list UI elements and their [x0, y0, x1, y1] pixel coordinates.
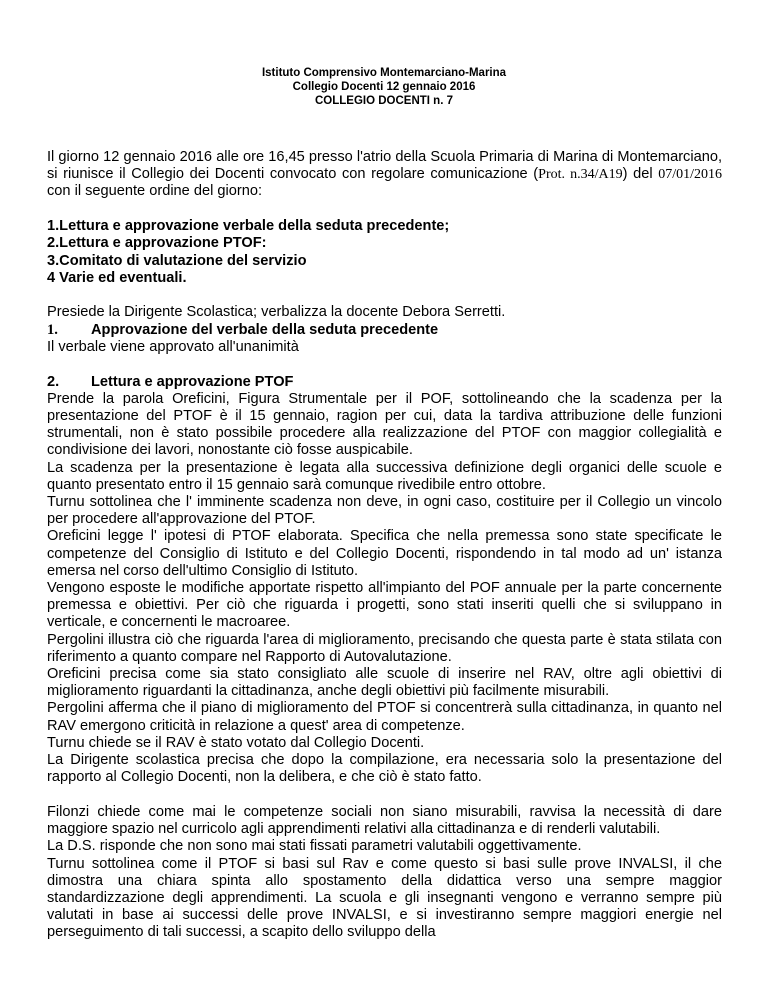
document-body: [47, 149, 722, 942]
section-1-title: Approvazione del verbale della seduta precedente: [91, 321, 439, 338]
section-1-text: Il verbale viene approvato all'unanimità: [47, 338, 299, 355]
section-2-title: Lettura e approvazione PTOF: [91, 373, 294, 390]
agenda-item: 1.Lettura e approvazione verbale della seduta precedente;: [47, 218, 450, 235]
section-2-paragraph: Turnu sottolinea come il PTOF si basi sul Rav e come questo si basi sulle prove INVALSI, il che dimostra una chiara spinta allo spostamento della didattica verso una sempre maggior standardizzazione degli apprendimenti. La scuola e gli insegnanti vengono e verranno sempre più valutati in base ai successi delle prove INVALSI, e si investiranno sempre maggiori energie nel perseguimento di tali successi, a scapito dello sviluppo della: [47, 855, 722, 941]
meeting-date: Collegio Docenti 12 gennaio 2016: [292, 81, 476, 93]
section-2-paragraph: La Dirigente scolastica precisa che dopo la compilazione, era necessaria solo la presentazione del rapporto al Collegio Docenti, non la delibera, e che ciò è stato fatto.: [47, 752, 722, 786]
school-name: Istituto Comprensivo Montemarciano-Marina: [261, 67, 507, 79]
section-2-paragraph: Pergolini afferma che il piano di miglioramento del PTOF si concentrerà sulla cittadinanza, in quanto nel RAV emergono criticità in relazione a quest' area di competenze.: [47, 700, 722, 734]
intro-paragraph: Il giorno 12 gennaio 2016 alle ore 16,45 presso l'atrio della Scuola Primaria di Marina di Montemarciano, si riunisce il Collegio dei Docenti convocato con regolare comunicazione (Prot. n.34/A19) del 07/01/2016 con il seguente ordine del giorno:: [47, 149, 722, 200]
protocol-number: Prot. n.34/A19: [538, 167, 623, 183]
section-2-paragraph: La D.S. risponde che non sono mai stati fissati parametri valutabili oggettivamente.: [47, 838, 582, 855]
section-2-paragraph: Turnu chiede se il RAV è stato votato dal Collegio Docenti.: [47, 734, 425, 751]
meeting-number: COLLEGIO DOCENTI n. 7: [314, 95, 453, 107]
section-1-number: 1.: [47, 321, 58, 338]
section-2-heading: [47, 374, 722, 391]
section-2-paragraph: Pergolini illustra ciò che riguarda l'area di miglioramento, precisando che questa parte è stata stilata con riferimento a quanto compare nel Rapporto di Autovalutazione.: [47, 631, 722, 665]
section-2-number: 2.: [47, 373, 60, 390]
section-2-paragraph: Oreficini precisa come sia stato consigliato alle scuole di inserire nel RAV, oltre agli obiettivi di miglioramento riguardanti la cittadinanza, anche degli obiettivi più facilmente misurabili.: [47, 665, 722, 700]
presides-line: Presiede la Dirigente Scolastica; verbalizza la docente Debora Serretti.: [47, 304, 506, 321]
section-2-paragraph: Turnu sottolinea che l' imminente scadenza non deve, in ogni caso, costituire per il Collegio un vincolo per procedere all'approvazione del PTOF.: [47, 493, 722, 528]
agenda-list: [47, 218, 722, 287]
agenda-item: 2.Lettura e approvazione PTOF:: [47, 235, 267, 252]
agenda-item: 4 Varie ed eventuali.: [47, 269, 187, 286]
document-header: [0, 66, 768, 108]
section-2-paragraph: Filonzi chiede come mai le competenze sociali non siano misurabili, ravvisa la necessità di dare maggiore spazio nel curricolo agli apprendimenti relativi alla cittadinanza e di renderli valutabili.: [47, 803, 722, 838]
section-2-paragraph: La scadenza per la presentazione è legata alla successiva definizione degli organici delle scuole e quanto presentato entro il 15 gennaio sarà comunque rivedibile entro ottobre.: [47, 459, 722, 493]
section-1-heading: [47, 322, 722, 339]
section-2-paragraph: Vengono esposte le modifiche apportate rispetto all'impianto del POF annuale per la parte concernente premessa e obiettivi. Per ciò che riguarda i progetti, sono stati inseriti quelli che si sviluppano in verticale, e concernenti le macroaree.: [47, 579, 722, 631]
section-2-paragraph: Prende la parola Oreficini, Figura Strumentale per il POF, sottolineando che la scadenza per la presentazione del PTOF è il 15 gennaio, ragion per cui, data la tardiva attribuzione delle funzioni strumentali, non è stato possibile procedere alla realizzazione del PTOF con maggior collegialità e condivisione dei lavori, nonostante ciò fosse auspicabile.: [47, 390, 722, 459]
section-2-paragraph: Oreficini legge l' ipotesi di PTOF elaborata. Specifica che nella premessa sono state specificate le competenze del Consiglio di Istituto e del Collegio Docenti, rispondendo in tal modo ad un' istanza emersa nel corso dell'ultimo Consiglio di Istituto.: [47, 528, 722, 579]
convocation-date: 07/01/2016: [658, 167, 722, 183]
agenda-item: 3.Comitato di valutazione del servizio: [47, 252, 307, 269]
